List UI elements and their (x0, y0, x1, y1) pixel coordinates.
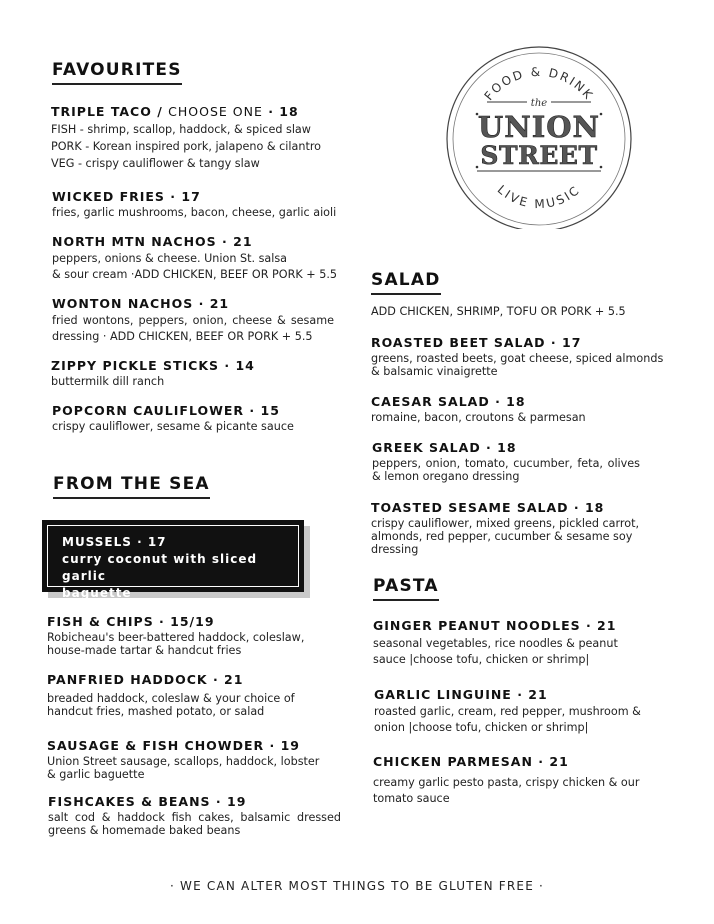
item-title: CHICKEN PARMESAN · 21 (373, 754, 569, 769)
union-street-logo (441, 44, 636, 229)
logo-top-text: FOOD & DRINK (481, 64, 597, 104)
menu-item-wonton-nachos (52, 296, 334, 345)
pasta-section (373, 576, 439, 601)
item-title: SAUSAGE & FISH CHOWDER · 19 (47, 738, 300, 753)
item-desc-line: greens, roasted beets, goat cheese, spiced almonds (371, 352, 664, 365)
item-desc-line: house-made tartar & handcut fries (47, 644, 242, 657)
item-desc-line: dressing (371, 543, 419, 556)
menu-item-sausage-fish-chowder (47, 738, 347, 781)
menu-item-north-mtn-nachos (52, 234, 352, 283)
mussels-title: MUSSELS · 17 (62, 535, 167, 549)
item-desc-line: breaded haddock, coleslaw & your choice of (47, 692, 295, 705)
item-desc-line: peppers, onion, tomato, cucumber, feta, olives (372, 457, 640, 470)
mussels-desc-line: curry coconut with sliced garlic (62, 552, 258, 583)
item-title: PANFRIED HADDOCK · 21 (47, 672, 244, 687)
item-title: CAESAR SALAD · 18 (371, 394, 526, 409)
menu-item-popcorn-cauliflower (52, 403, 352, 434)
item-desc-line: fried wontons, peppers, onion, cheese & sesame (52, 314, 334, 327)
item-desc-line: Robicheau's beer-battered haddock, coleslaw, (47, 631, 305, 644)
item-desc: buttermilk dill ranch (51, 375, 165, 388)
item-desc-line: onion |choose tofu, chicken or shrimp| (374, 721, 589, 734)
item-title: POPCORN CAULIFLOWER · 15 (52, 403, 280, 418)
item-desc-line: creamy garlic pesto pasta, crispy chicken & our (373, 776, 640, 789)
item-title: FISH & CHIPS · 15/19 (47, 614, 215, 629)
item-desc: crispy cauliflower, sesame & picante sauce (52, 420, 294, 433)
menu-item-fish-chips (47, 614, 347, 657)
item-desc-line: crispy cauliflower, mixed greens, pickled carrot, (371, 517, 640, 530)
item-desc: romaine, bacon, croutons & parmesan (371, 411, 586, 424)
item-desc-line: sauce |choose tofu, chicken or shrimp| (373, 653, 590, 666)
logo-street-text: STREET (480, 141, 598, 170)
salad-heading: SALAD (371, 270, 441, 295)
pasta-heading: PASTA (373, 576, 439, 601)
gluten-free-footer: · WE CAN ALTER MOST THINGS TO BE GLUTEN FREE · (169, 879, 545, 893)
salad-addon-note (371, 305, 671, 319)
item-desc-line: PORK - Korean inspired pork, jalapeno & cilantro (51, 140, 322, 153)
menu-item-toasted-sesame-salad (371, 500, 671, 556)
favourites-section (52, 60, 182, 85)
item-title: FISHCAKES & BEANS · 19 (48, 794, 247, 809)
item-title: TOASTED SESAME SALAD · 18 (371, 500, 605, 515)
menu-item-fishcakes-beans (48, 794, 341, 837)
mussels-feature-box (42, 520, 304, 600)
menu-item-triple-taco (51, 104, 351, 172)
item-desc-line: seasonal vegetables, rice noodles & peanut (373, 637, 618, 650)
item-desc-line: salt cod & haddock fish cakes, balsamic dressed (48, 811, 341, 824)
menu-item-roasted-beet-salad (371, 335, 671, 378)
item-title: ROASTED BEET SALAD · 17 (371, 335, 582, 350)
item-title: WICKED FRIES · 17 (52, 189, 201, 204)
from-the-sea-section (53, 474, 210, 499)
item-title: TRIPLE TACO / CHOOSE ONE · 18 (51, 104, 299, 119)
mussels-desc-line: baguette (62, 586, 132, 600)
menu-item-greek-salad (372, 440, 640, 483)
item-title: GARLIC LINGUINE · 21 (374, 687, 548, 702)
item-title: GINGER PEANUT NOODLES · 21 (373, 618, 617, 633)
item-title: NORTH MTN NACHOS · 21 (52, 234, 253, 249)
item-desc-line: dressing · ADD CHICKEN, BEEF OR PORK + 5.5 (52, 330, 313, 343)
item-desc-line: VEG - crispy cauliflower & tangy slaw (51, 157, 260, 170)
logo-small-text: the (530, 98, 548, 109)
menu-item-wicked-fries (52, 189, 352, 220)
item-desc-line: roasted garlic, cream, red pepper, mushroom & (374, 705, 641, 718)
item-desc: fries, garlic mushrooms, bacon, cheese, garlic aioli (52, 206, 337, 219)
item-desc-line: almonds, red pepper, cucumber & sesame soy (371, 530, 633, 543)
menu-item-zippy-pickle-sticks (51, 358, 351, 389)
menu-item-chicken-parmesan (373, 754, 673, 807)
menu-item-garlic-linguine (374, 687, 674, 736)
item-desc-line: & balsamic vinaigrette (371, 365, 498, 378)
svg-text:LIVE MUSIC (495, 182, 584, 211)
item-desc-line: tomato sauce (373, 792, 450, 805)
item-desc-line: FISH - shrimp, scallop, haddock, & spiced slaw (51, 123, 311, 136)
item-desc-line: peppers, onions & cheese. Union St. salsa (52, 252, 288, 265)
item-desc: ADD CHICKEN, SHRIMP, TOFU OR PORK + 5.5 (371, 305, 626, 318)
menu-item-panfried-haddock (47, 672, 347, 718)
from-the-sea-heading: FROM THE SEA (53, 474, 210, 499)
logo-union-text: UNION (477, 110, 601, 144)
item-title: ZIPPY PICKLE STICKS · 14 (51, 358, 255, 373)
logo-bottom-text: LIVE MUSIC (494, 182, 584, 212)
item-title: GREEK SALAD · 18 (372, 440, 517, 455)
menu-item-caesar-salad (371, 394, 671, 425)
item-desc-line: & lemon oregano dressing (372, 470, 520, 483)
item-desc-line: handcut fries, mashed potato, or salad (47, 705, 265, 718)
favourites-heading: FAVOURITES (52, 60, 182, 85)
item-desc-line: Union Street sausage, scallops, haddock, lobster (47, 755, 320, 768)
item-title: WONTON NACHOS · 21 (52, 296, 230, 311)
item-desc-line: & garlic baguette (47, 768, 145, 781)
menu-item-ginger-peanut-noodles (373, 618, 673, 668)
item-desc-line: greens & homemade baked beans (48, 824, 241, 837)
item-desc-line: & sour cream ·ADD CHICKEN, BEEF OR PORK + 5.5 (52, 268, 337, 281)
salad-section (371, 270, 441, 295)
